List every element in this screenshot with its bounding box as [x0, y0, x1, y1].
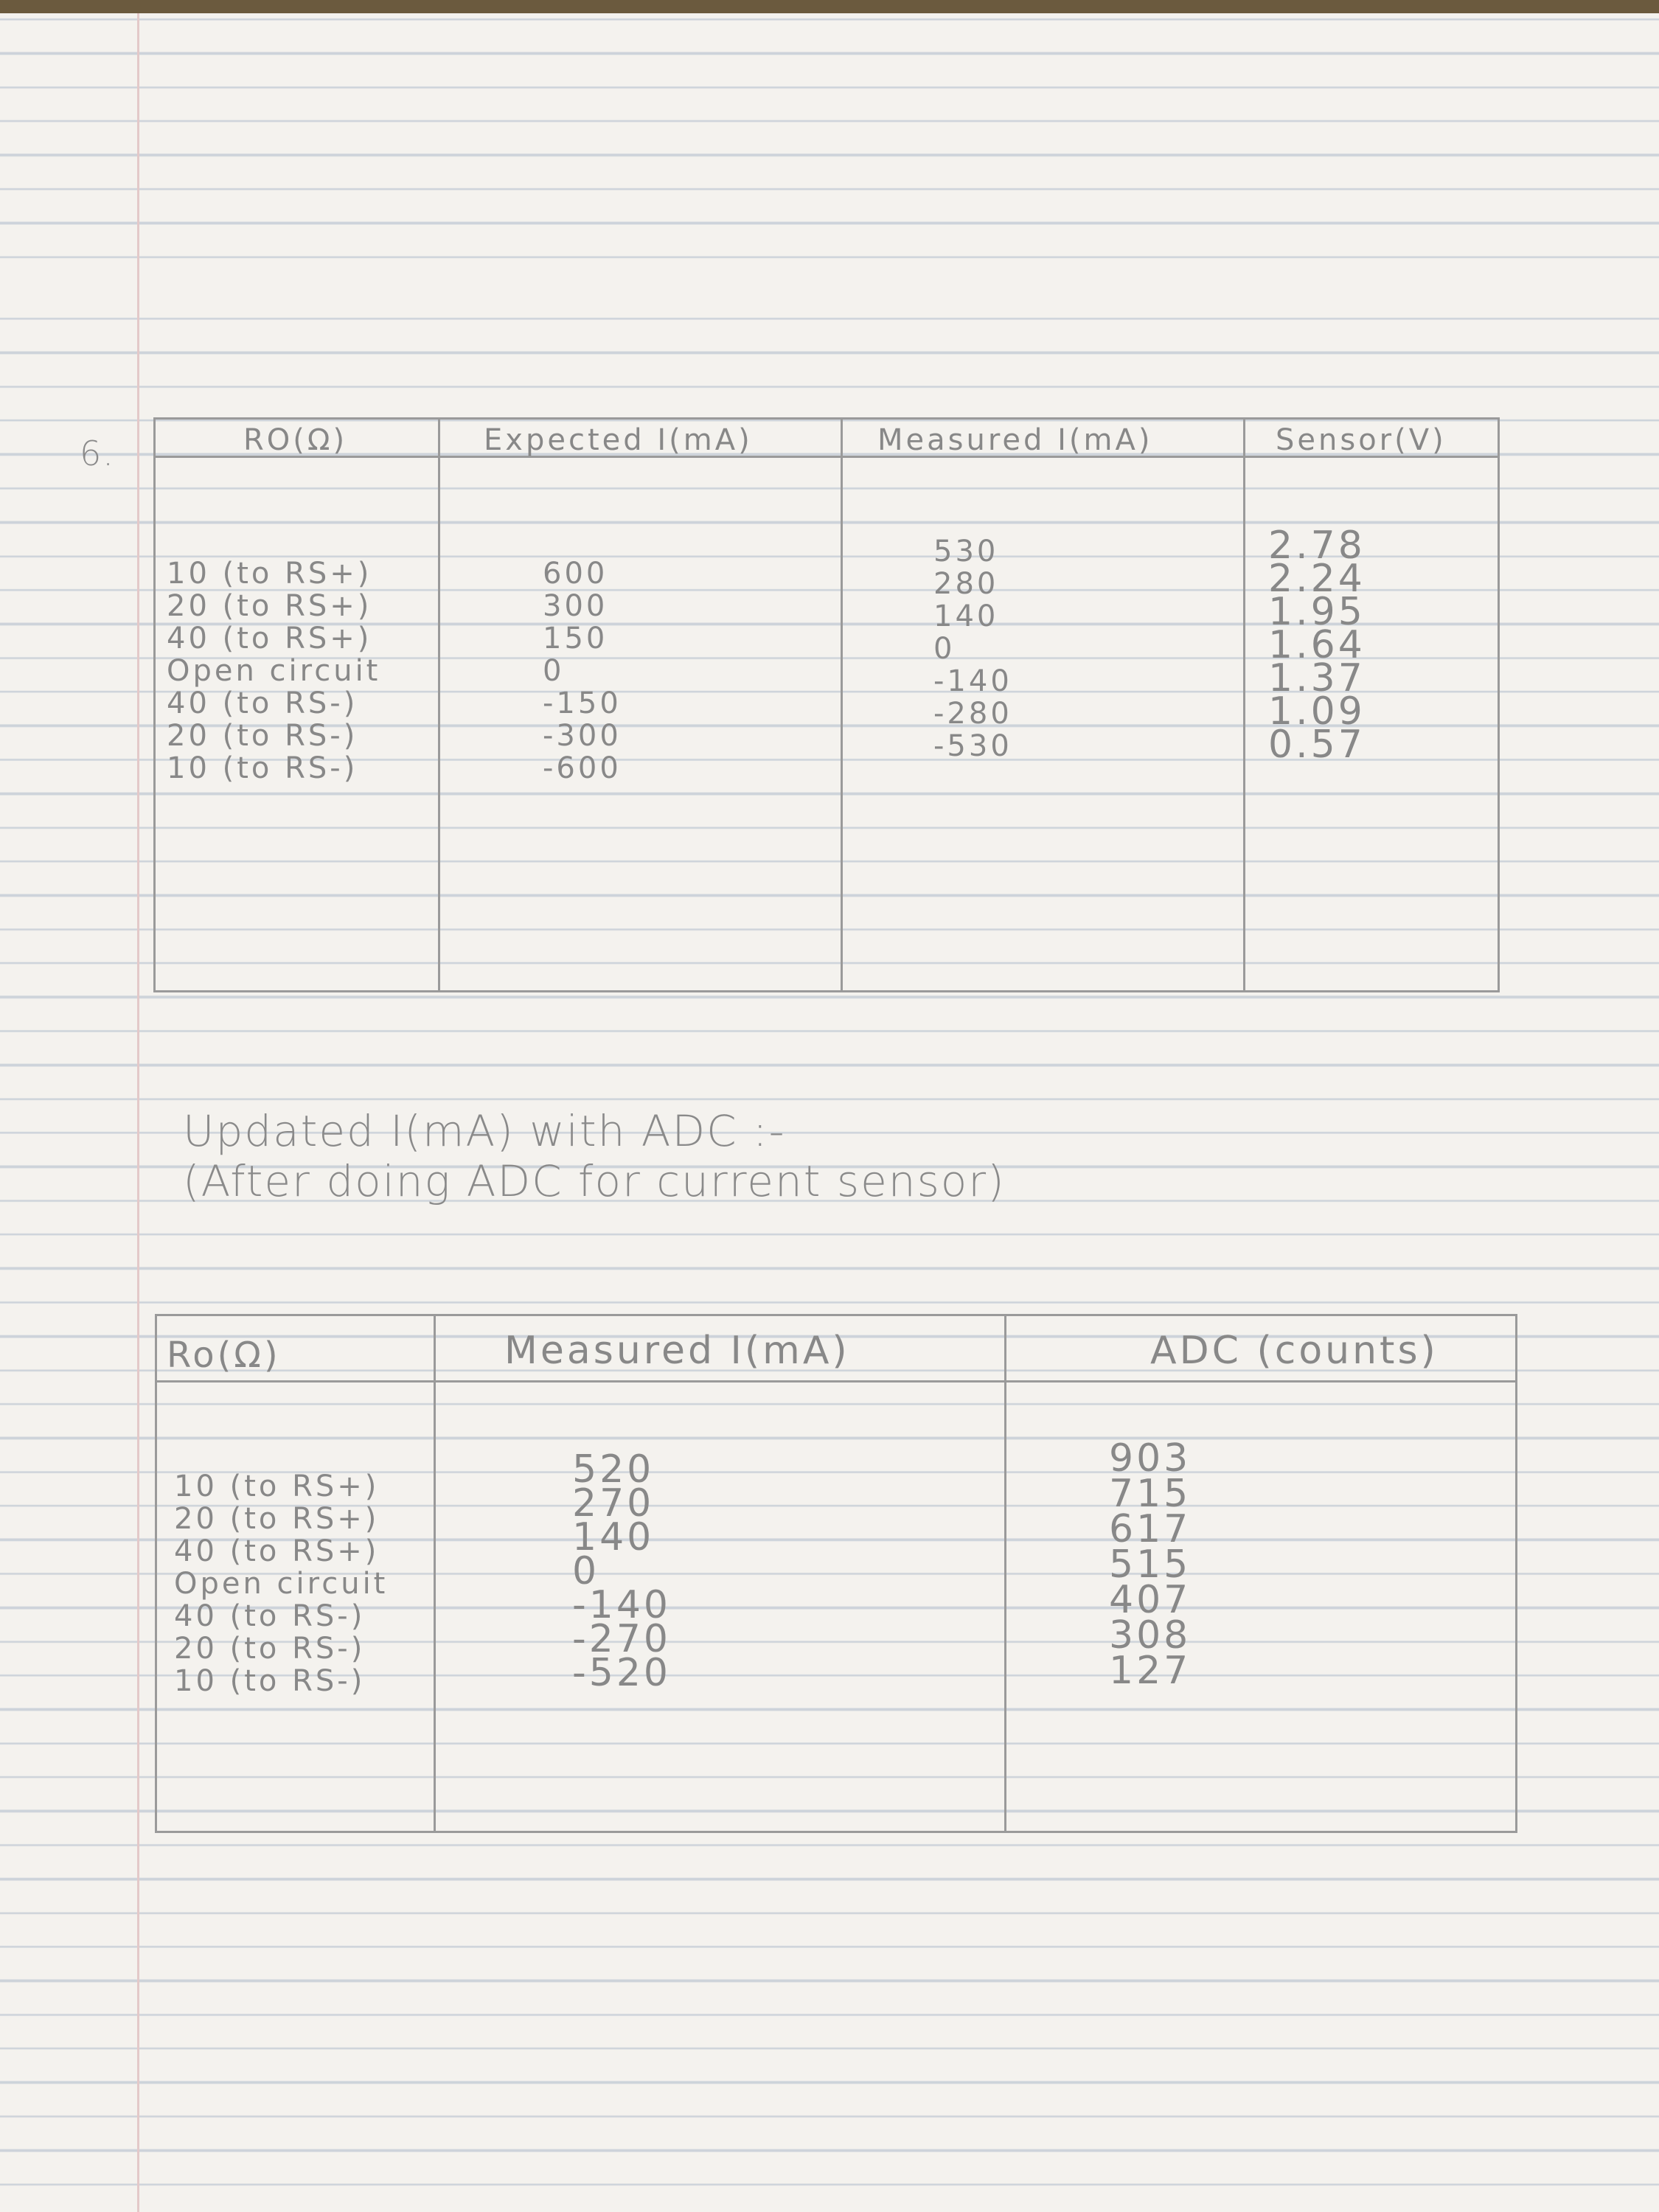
table-2-divider-1 — [434, 1314, 436, 1831]
table-1-col-ro — [167, 557, 380, 785]
notebook-page — [0, 13, 1659, 2212]
table-row: 270 — [572, 1481, 655, 1526]
table-row: 20 (to RS+) — [167, 589, 372, 623]
table-row: 903 — [1109, 1436, 1192, 1481]
table-1-header-measured: Measured I(mA) — [877, 423, 1153, 457]
table-row: 150 — [543, 622, 608, 655]
table-row: 10 (to RS+) — [174, 1470, 380, 1503]
table-row: 617 — [1109, 1507, 1192, 1551]
table-row: 10 (to RS-) — [174, 1664, 366, 1698]
table-2-divider-2 — [1004, 1314, 1006, 1831]
table-row: 600 — [543, 557, 608, 591]
table-row: 0 — [933, 632, 956, 666]
table-1-col-measured — [933, 535, 1012, 762]
table-row: 715 — [1109, 1472, 1192, 1516]
table-row: 1.95 — [1268, 590, 1366, 634]
table-row: Open circuit — [167, 654, 381, 688]
note-line-1: Updated I(mA) with ADC :- — [183, 1106, 786, 1156]
table-row: -600 — [543, 751, 622, 785]
table-1-divider-2 — [841, 417, 843, 990]
table-row: 0 — [543, 654, 565, 688]
table-row: 10 (to RS+) — [167, 557, 372, 591]
table-2-col-measured — [572, 1447, 672, 1695]
table-row: 2.78 — [1268, 524, 1366, 568]
table-row: 40 (to RS-) — [167, 686, 358, 720]
table-row: 20 (to RS-) — [174, 1632, 366, 1666]
table-row: 515 — [1109, 1543, 1192, 1587]
table-row: 530 — [933, 535, 999, 568]
table-1-divider-1 — [438, 417, 440, 990]
table-1-col-expected — [543, 557, 622, 785]
table-row: 0.57 — [1268, 723, 1366, 767]
table-row: 2.24 — [1268, 557, 1366, 601]
table-row: 1.37 — [1268, 656, 1366, 700]
table-1-header-sensor: Sensor(V) — [1276, 423, 1447, 457]
problem-number: 6. — [80, 434, 115, 473]
table-row: -140 — [572, 1583, 672, 1627]
table-row: 520 — [572, 1447, 655, 1492]
table-row: 280 — [933, 567, 999, 601]
table-row: 140 — [933, 599, 999, 633]
table-2-col-ro — [174, 1470, 388, 1697]
note-line-2: (After doing ADC for current sensor) — [183, 1156, 1006, 1206]
table-row: 407 — [1109, 1578, 1192, 1622]
table-2-header-adc: ADC (counts) — [1150, 1329, 1439, 1373]
table-row: 140 — [572, 1515, 655, 1559]
table-row: -530 — [933, 729, 1012, 763]
table-row: 20 (to RS-) — [167, 719, 358, 753]
table-row: 40 (to RS+) — [174, 1534, 380, 1568]
table-row: -270 — [572, 1617, 672, 1661]
table-row: 40 (to RS-) — [174, 1599, 366, 1633]
table-row: -140 — [933, 664, 1012, 698]
table-2-header-measured: Measured I(mA) — [504, 1329, 850, 1373]
table-row: 300 — [543, 589, 608, 623]
table-1-header-ro: RO(Ω) — [243, 423, 348, 457]
table-row: Open circuit — [174, 1567, 389, 1601]
table-2-col-adc — [1109, 1436, 1192, 1693]
table-row: 127 — [1109, 1649, 1192, 1693]
table-1-col-sensor — [1268, 524, 1366, 767]
table-row: 0 — [572, 1549, 600, 1593]
table-row: -520 — [572, 1651, 672, 1695]
table-row: 308 — [1109, 1613, 1192, 1658]
table-2-header-rule — [155, 1380, 1515, 1382]
table-1-header-expected: Expected I(mA) — [484, 423, 753, 457]
table-row: 10 (to RS-) — [167, 751, 358, 785]
table-row: 20 (to RS+) — [174, 1502, 380, 1536]
table-row: 1.09 — [1268, 689, 1366, 734]
table-row: -280 — [933, 697, 1012, 731]
table-row: -150 — [543, 686, 622, 720]
table-1-divider-3 — [1243, 417, 1245, 990]
margin-line — [137, 13, 139, 2212]
table-2-header-ro: Ro(Ω) — [167, 1335, 281, 1376]
table-row: 1.64 — [1268, 623, 1366, 667]
table-row: -300 — [543, 719, 622, 753]
table-row: 40 (to RS+) — [167, 622, 372, 655]
